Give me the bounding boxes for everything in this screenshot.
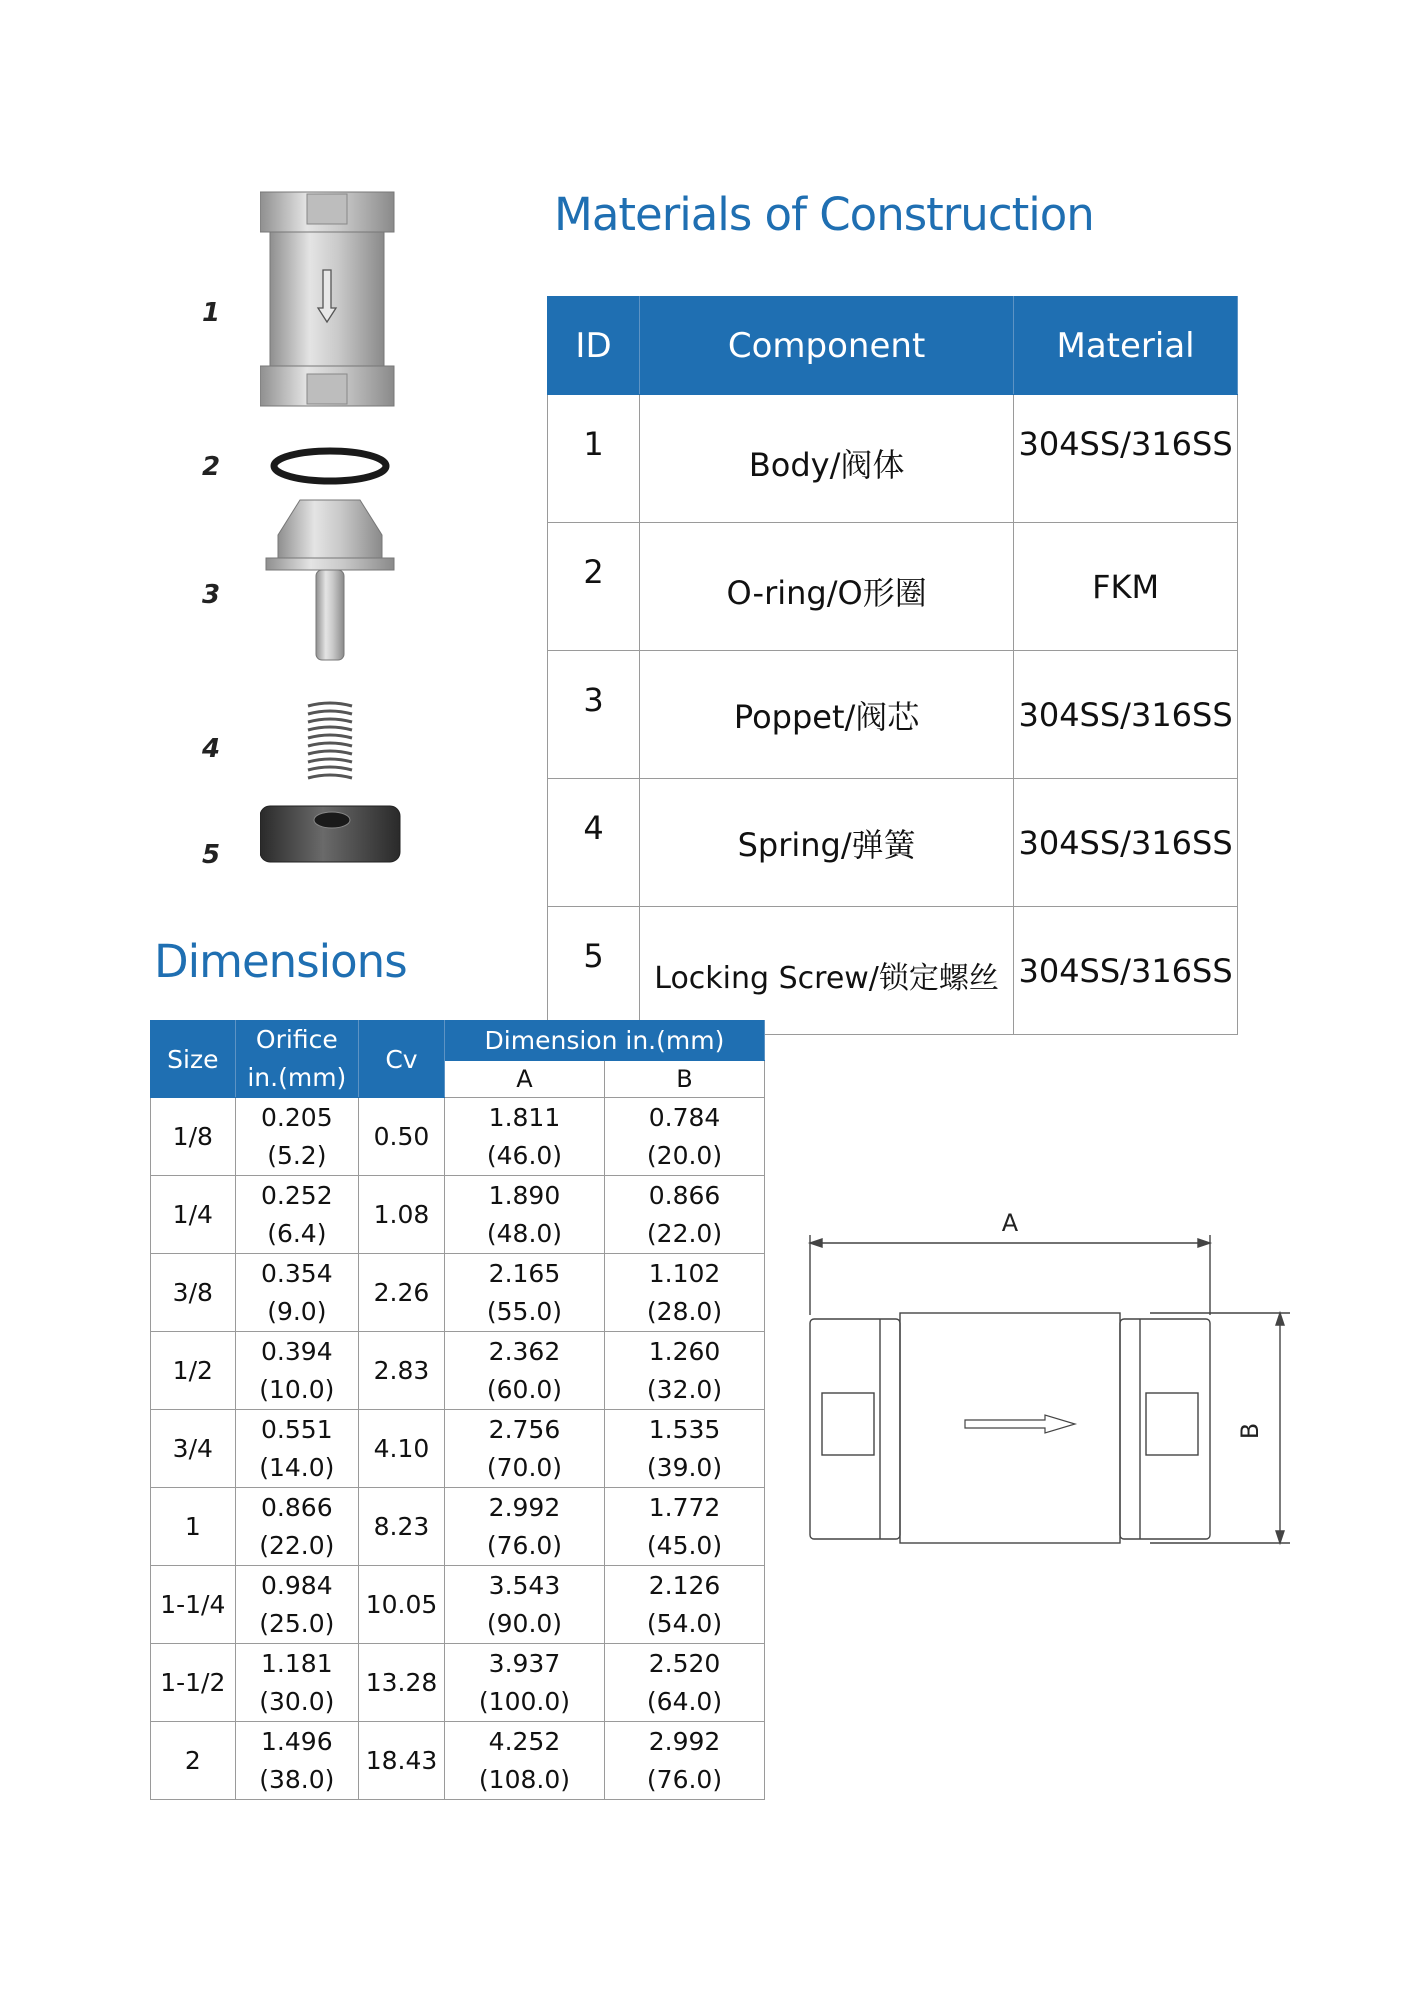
poppet-icon bbox=[266, 500, 394, 660]
dim-size: 1 bbox=[151, 1488, 236, 1566]
dim-header-size: Size bbox=[151, 1021, 236, 1098]
dim-b-mm: (28.0) bbox=[646, 1296, 723, 1326]
dim-b-in: 2.992 bbox=[648, 1726, 721, 1756]
dim-size: 1/8 bbox=[151, 1098, 236, 1176]
dim-cv: 10.05 bbox=[359, 1566, 445, 1644]
dim-b bbox=[605, 1176, 765, 1254]
dim-orifice-mm: (5.2) bbox=[267, 1140, 327, 1170]
dim-a-mm: (60.0) bbox=[486, 1374, 563, 1404]
dim-a-in: 2.756 bbox=[488, 1414, 561, 1444]
table-row bbox=[151, 1332, 765, 1410]
dim-cv: 18.43 bbox=[359, 1722, 445, 1800]
dim-b bbox=[605, 1488, 765, 1566]
dim-orifice-mm: (38.0) bbox=[259, 1764, 335, 1794]
dim-orifice-in: 0.252 bbox=[261, 1180, 333, 1210]
dim-orifice bbox=[235, 1098, 358, 1176]
material-id: 1 bbox=[548, 395, 640, 523]
dim-orifice-mm: (14.0) bbox=[259, 1452, 335, 1482]
dim-a bbox=[444, 1488, 604, 1566]
valve-body-icon bbox=[260, 192, 394, 406]
dim-orifice-in: 1.496 bbox=[261, 1726, 333, 1756]
dimension-drawing bbox=[800, 1195, 1310, 1565]
dim-a-mm: (76.0) bbox=[486, 1530, 563, 1560]
dim-b-mm: (76.0) bbox=[646, 1764, 723, 1794]
dim-orifice-mm: (9.0) bbox=[267, 1296, 327, 1326]
dim-a-in: 3.543 bbox=[488, 1570, 561, 1600]
part-label-4: 4 bbox=[202, 734, 221, 764]
dim-orifice-in: 0.205 bbox=[261, 1102, 333, 1132]
table-row bbox=[151, 1410, 765, 1488]
dim-header-orifice bbox=[235, 1021, 358, 1098]
dim-b-mm: (20.0) bbox=[646, 1140, 723, 1170]
dim-header-dimension: Dimension in.(mm) bbox=[444, 1021, 764, 1061]
dim-b-mm: (54.0) bbox=[646, 1608, 723, 1638]
materials-table bbox=[547, 296, 1238, 1035]
table-row bbox=[151, 1644, 765, 1722]
dim-cv: 2.83 bbox=[359, 1332, 445, 1410]
table-row bbox=[151, 1566, 765, 1644]
dim-b-in: 1.102 bbox=[648, 1258, 721, 1288]
dim-orifice-mm: (22.0) bbox=[259, 1530, 335, 1560]
dim-orifice bbox=[235, 1566, 358, 1644]
material-value: FKM bbox=[1014, 523, 1238, 651]
dim-b-in: 0.866 bbox=[648, 1180, 721, 1210]
dim-size: 1/4 bbox=[151, 1176, 236, 1254]
dim-b bbox=[605, 1098, 765, 1176]
dim-size: 2 bbox=[151, 1722, 236, 1800]
dim-header-orifice-line1: Orifice bbox=[255, 1025, 338, 1054]
dim-cv: 2.26 bbox=[359, 1254, 445, 1332]
material-id: 4 bbox=[548, 779, 640, 907]
dim-size: 1-1/4 bbox=[151, 1566, 236, 1644]
dim-a bbox=[444, 1332, 604, 1410]
dim-a-mm: (90.0) bbox=[486, 1608, 563, 1638]
materials-header-material: Material bbox=[1014, 297, 1238, 395]
material-value: 304SS/316SS bbox=[1014, 779, 1238, 907]
dim-b-in: 0.784 bbox=[648, 1102, 721, 1132]
parts-illustration bbox=[180, 180, 440, 900]
dim-cv: 13.28 bbox=[359, 1644, 445, 1722]
table-row bbox=[151, 1488, 765, 1566]
dim-orifice bbox=[235, 1722, 358, 1800]
o-ring-icon bbox=[274, 451, 386, 481]
dim-a-in: 3.937 bbox=[488, 1648, 561, 1678]
dim-b-mm: (45.0) bbox=[646, 1530, 723, 1560]
dim-orifice-mm: (25.0) bbox=[259, 1608, 335, 1638]
material-id: 2 bbox=[548, 523, 640, 651]
valve-parts-drawing bbox=[260, 180, 440, 900]
dim-a-mm: (46.0) bbox=[486, 1140, 563, 1170]
dim-a bbox=[444, 1098, 604, 1176]
dim-orifice bbox=[235, 1332, 358, 1410]
materials-title: Materials of Construction bbox=[554, 188, 1094, 241]
dim-a bbox=[444, 1644, 604, 1722]
dim-cv: 8.23 bbox=[359, 1488, 445, 1566]
dim-b bbox=[605, 1332, 765, 1410]
table-row bbox=[151, 1098, 765, 1176]
dim-b bbox=[605, 1722, 765, 1800]
dim-b-mm: (32.0) bbox=[646, 1374, 723, 1404]
dim-a-in: 1.890 bbox=[488, 1180, 561, 1210]
material-value: 304SS/316SS bbox=[1014, 395, 1238, 523]
dim-header-b: B bbox=[605, 1060, 765, 1098]
dim-a bbox=[444, 1410, 604, 1488]
dim-header-a: A bbox=[444, 1060, 604, 1098]
table-row bbox=[548, 907, 1238, 1035]
dim-orifice bbox=[235, 1176, 358, 1254]
part-label-3: 3 bbox=[202, 580, 221, 610]
dim-size: 1/2 bbox=[151, 1332, 236, 1410]
dim-orifice-in: 0.551 bbox=[261, 1414, 333, 1444]
dim-cv: 4.10 bbox=[359, 1410, 445, 1488]
dim-orifice-mm: (6.4) bbox=[267, 1218, 327, 1248]
dimensions-header-row bbox=[151, 1021, 765, 1061]
drawing-label-b: B bbox=[1236, 1422, 1264, 1440]
dim-a bbox=[444, 1566, 604, 1644]
material-component: O-ring/O形圈 bbox=[640, 523, 1014, 651]
dim-orifice bbox=[235, 1644, 358, 1722]
material-id: 5 bbox=[548, 907, 640, 1035]
dim-a-mm: (100.0) bbox=[478, 1686, 570, 1716]
dim-b-mm: (64.0) bbox=[646, 1686, 723, 1716]
dim-orifice bbox=[235, 1488, 358, 1566]
dim-orifice-in: 0.866 bbox=[261, 1492, 333, 1522]
dim-a-in: 4.252 bbox=[488, 1726, 561, 1756]
table-row bbox=[548, 779, 1238, 907]
dim-a-mm: (55.0) bbox=[486, 1296, 563, 1326]
dimensions-table bbox=[150, 1020, 765, 1800]
dim-a-mm: (48.0) bbox=[486, 1218, 563, 1248]
dim-a-in: 2.362 bbox=[488, 1336, 561, 1366]
material-id: 3 bbox=[548, 651, 640, 779]
dim-b bbox=[605, 1566, 765, 1644]
materials-header-row bbox=[548, 297, 1238, 395]
material-value: 304SS/316SS bbox=[1014, 651, 1238, 779]
spring-icon bbox=[308, 703, 352, 778]
part-label-5: 5 bbox=[202, 840, 221, 870]
dim-orifice-in: 0.984 bbox=[261, 1570, 333, 1600]
dim-a-mm: (70.0) bbox=[486, 1452, 563, 1482]
dim-orifice-in: 1.181 bbox=[261, 1648, 333, 1678]
dim-orifice-mm: (30.0) bbox=[259, 1686, 335, 1716]
dim-header-cv: Cv bbox=[359, 1021, 445, 1098]
materials-header-component: Component bbox=[640, 297, 1014, 395]
dim-b-in: 1.535 bbox=[648, 1414, 721, 1444]
dim-b-mm: (22.0) bbox=[646, 1218, 723, 1248]
part-label-1: 1 bbox=[202, 298, 221, 328]
material-component: Poppet/阀芯 bbox=[640, 651, 1014, 779]
table-row bbox=[151, 1176, 765, 1254]
dim-orifice bbox=[235, 1254, 358, 1332]
dim-b-mm: (39.0) bbox=[646, 1452, 723, 1482]
dim-b-in: 1.772 bbox=[648, 1492, 721, 1522]
dim-b bbox=[605, 1410, 765, 1488]
dim-b bbox=[605, 1254, 765, 1332]
material-value: 304SS/316SS bbox=[1014, 907, 1238, 1035]
dim-a-in: 2.165 bbox=[488, 1258, 561, 1288]
table-row bbox=[151, 1254, 765, 1332]
dimensions-title: Dimensions bbox=[154, 935, 407, 988]
table-row bbox=[548, 395, 1238, 523]
dim-orifice-mm: (10.0) bbox=[259, 1374, 335, 1404]
dim-orifice-in: 0.354 bbox=[261, 1258, 333, 1288]
dim-cv: 1.08 bbox=[359, 1176, 445, 1254]
table-row bbox=[151, 1722, 765, 1800]
dim-a-in: 1.811 bbox=[488, 1102, 561, 1132]
dim-orifice-in: 0.394 bbox=[261, 1336, 333, 1366]
dim-orifice bbox=[235, 1410, 358, 1488]
materials-header-id: ID bbox=[548, 297, 640, 395]
locking-screw-icon bbox=[260, 806, 400, 862]
dim-cv: 0.50 bbox=[359, 1098, 445, 1176]
part-label-2: 2 bbox=[202, 452, 221, 482]
dim-a bbox=[444, 1722, 604, 1800]
dim-b-in: 2.126 bbox=[648, 1570, 721, 1600]
dim-a-in: 2.992 bbox=[488, 1492, 561, 1522]
material-component: Locking Screw/锁定螺丝 bbox=[640, 907, 1014, 1035]
table-row bbox=[548, 651, 1238, 779]
dim-b-in: 1.260 bbox=[648, 1336, 721, 1366]
table-row bbox=[548, 523, 1238, 651]
dim-size: 3/4 bbox=[151, 1410, 236, 1488]
dim-a bbox=[444, 1176, 604, 1254]
dim-b-in: 2.520 bbox=[648, 1648, 721, 1678]
dim-a bbox=[444, 1254, 604, 1332]
dim-header-orifice-line2: in.(mm) bbox=[247, 1063, 347, 1092]
dim-size: 3/8 bbox=[151, 1254, 236, 1332]
material-component: Spring/弹簧 bbox=[640, 779, 1014, 907]
drawing-label-a: A bbox=[1001, 1209, 1019, 1237]
dim-b bbox=[605, 1644, 765, 1722]
dim-size: 1-1/2 bbox=[151, 1644, 236, 1722]
material-component: Body/阀体 bbox=[640, 395, 1014, 523]
dim-a-mm: (108.0) bbox=[478, 1764, 570, 1794]
